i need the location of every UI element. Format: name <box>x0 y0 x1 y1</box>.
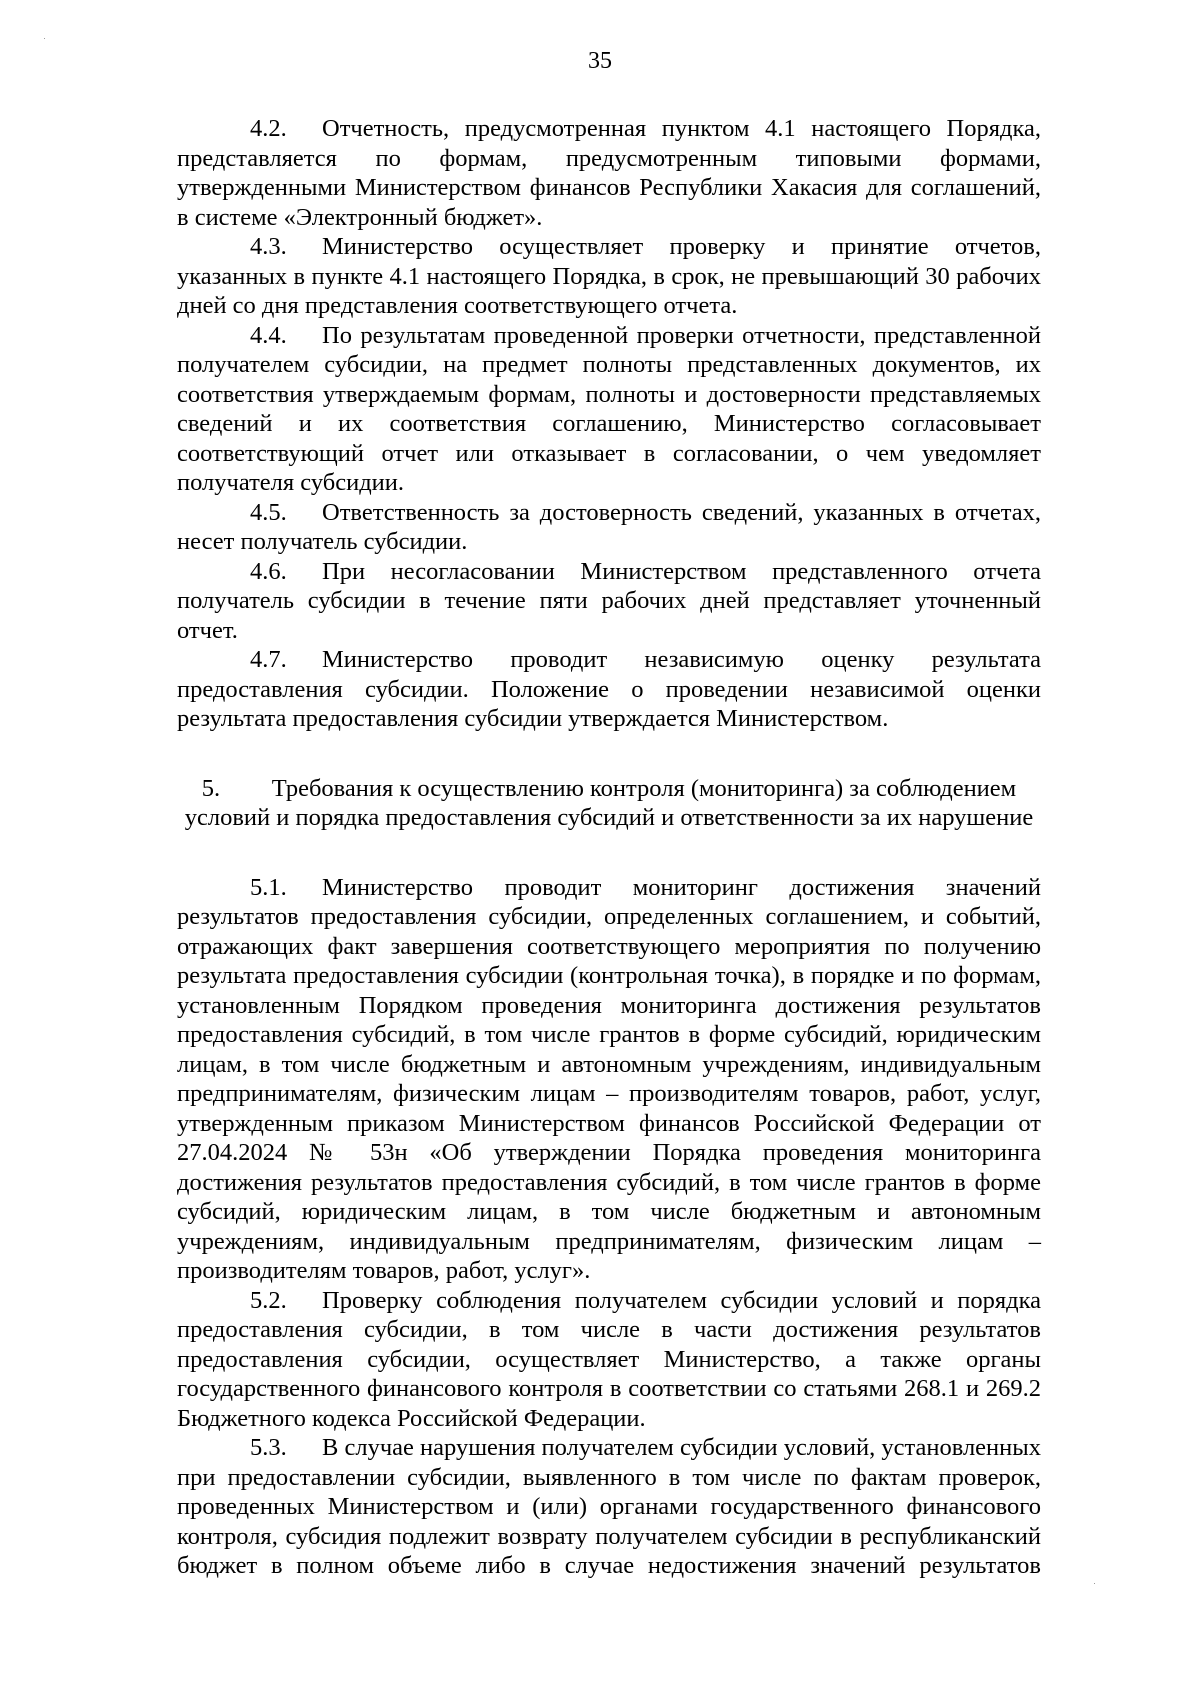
clause-number: 5.1. <box>250 873 287 901</box>
clause-4-5 <box>177 498 1041 557</box>
clause-text: По результатам проведенной проверки отчетности, представленной получателем субсидии, на предмет полноты представленных документов, их соответствия утверждаемым формам, полноты и достоверности представляемых сведений и их соответствия соглашению, Министерство согласовывает соответствующий отчет или отказывает в согласовании, о чем уведомляет получателя субсидии. <box>177 321 1041 496</box>
section-number: 5. <box>201 774 221 802</box>
clause-text: В случае нарушения получателем субсидии условий, установленных при предоставлении субсидии, выявленного в том числе по фактам проверок, проведенных Министерством и (или) органами государственного финансового контроля, субсидия подлежит возврату получателем субсидии в республиканский бюджет в полном объеме либо в случае недостижения значений результатов <box>177 1434 1041 1579</box>
clause-text: Проверку соблюдения получателем субсидии условий и порядка предоставления субсидии, в том числе в части достижения результатов предоставления субсидии, осуществляет Министерство, а также органы государственного финансового контроля в соответствии со статьями 268.1 и 269.2 Бюджетного кодекса Российской Федерации. <box>177 1286 1041 1432</box>
clause-5-3 <box>177 1433 1041 1581</box>
clause-4-4 <box>177 321 1041 498</box>
section-title-part-1: Требования к осуществлению контроля (мониторинга) за соблюдением <box>271 774 1017 802</box>
clause-number: 4.4. <box>250 321 287 349</box>
clause-text: При несогласовании Министерством представленного отчета получатель субсидии в течение пяти рабочих дней представляет уточненный отчет. <box>177 557 1041 644</box>
clause-5-2 <box>177 1286 1041 1434</box>
section-heading-line-1 <box>177 774 1041 804</box>
clause-number: 4.6. <box>250 557 287 585</box>
scan-speck <box>1094 1583 1095 1584</box>
section-5-heading <box>177 774 1041 833</box>
clause-number: 4.7. <box>250 646 287 673</box>
clause-text: Министерство проводит мониторинг достижения значений результатов предоставления субсидии, определенных соглашением, и событий, отражающих факт завершения соответствующего мероприятия по получению результата предоставления субсидии (контрольная точка), в порядке и по формам, установленным Порядком проведения мониторинга достижения результатов предоставления субсидий, в том числе грантов в форме субсидий, юридическим лицам, в том числе бюджетным и автономным учреждениям, индивидуальным предпринимателям, физическим лицам – производителям товаров, работ, услуг, утвержденным приказом Министерством финансов Российской Федерации от 27.04.2024 № 53н «Об утверждении Порядка проведения мониторинга достижения результатов предоставления субсидий, в том числе грантов в форме субсидий, юридическим лицам, в том числе бюджетным и автономным учреждениям, индивидуальным предпринимателям, физическим лицам – производителям товаров, работ, услуг». <box>177 873 1041 1284</box>
clause-number: 5.3. <box>250 1434 287 1461</box>
clause-4-3 <box>177 232 1041 321</box>
clause-number: 4.5. <box>250 498 287 526</box>
scan-speck <box>44 38 45 39</box>
clause-4-7 <box>177 645 1041 734</box>
clause-text: Министерство проводит независимую оценку результата предоставления субсидии. Положение о проведении независимой оценки результата предоставления субсидии утверждается Министерством. <box>177 646 1041 732</box>
clause-number: 5.2. <box>250 1286 287 1314</box>
clause-text: Ответственность за достоверность сведений, указанных в отчетах, несет получатель субсидии. <box>177 498 1041 555</box>
clause-text: Отчетность, предусмотренная пунктом 4.1 настоящего Порядка, представляется по формам, предусмотренным типовыми формами, утвержденными Министерством финансов Республики Хакасия для соглашений, в системе «Электронный бюджет». <box>177 115 1041 231</box>
clause-4-2 <box>177 114 1041 232</box>
clause-4-6 <box>177 557 1041 646</box>
clause-text: Министерство осуществляет проверку и принятие отчетов, указанных в пункте 4.1 настоящего Порядка, в срок, не превышающий 30 рабочих дней со дня представления соответствующего отчета. <box>177 233 1041 319</box>
clause-number: 4.3. <box>250 233 287 260</box>
clause-5-1 <box>177 873 1041 1286</box>
clause-number: 4.2. <box>250 115 287 142</box>
document-body <box>177 114 1041 1581</box>
section-title-part-2: условий и порядка предоставления субсидий и ответственности за их нарушение <box>184 804 1034 831</box>
page-number: 35 <box>588 48 612 74</box>
